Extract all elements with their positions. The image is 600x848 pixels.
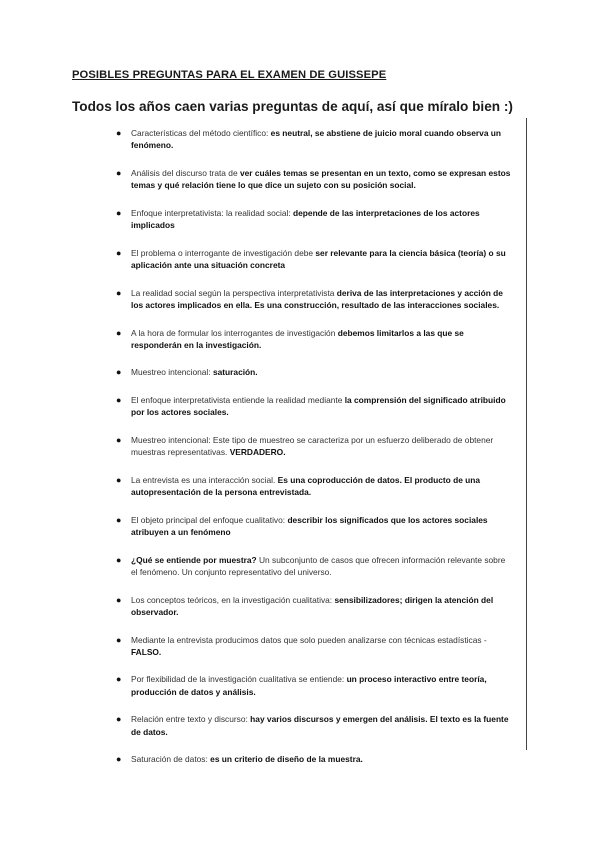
question-text: El problema o interrogante de investigación debe: [131, 247, 316, 258]
question-item: [114, 207, 514, 231]
question-text: El objeto principal del enfoque cualitativo:: [131, 514, 288, 525]
question-item: [114, 753, 514, 765]
question-item: [114, 394, 514, 418]
question-text: Mediante la entrevista producimos datos que solo pueden analizarse con técnicas estadísticas -: [131, 634, 487, 645]
question-item: [114, 554, 514, 578]
question-text: Un subconjunto de casos que ofrecen información relevante sobre el fenómeno. Un conjunto representativo del universo.: [131, 554, 506, 577]
question-answer: es un criterio de diseño de la muestra.: [210, 754, 363, 765]
question-text: El enfoque interpretativista entiende la realidad mediante: [131, 395, 345, 406]
question-answer: hay varios discursos y emergen del análisis. El texto es la fuente de datos.: [131, 714, 509, 737]
question-text: La entrevista es una interacción social.: [131, 474, 278, 485]
question-item: [114, 327, 514, 351]
question-item: [114, 287, 514, 311]
bullet-icon: ●: [116, 247, 122, 258]
question-text: Saturación de datos:: [131, 754, 211, 765]
bullet-icon: ●: [116, 367, 122, 378]
question-text: Enfoque interpretativista: la realidad social:: [131, 207, 294, 218]
question-answer: es neutral, se abstiene de juicio moral cuando observa un fenómeno.: [131, 128, 502, 151]
margin-line: [526, 118, 527, 750]
question-item: [114, 514, 514, 538]
question-answer: la comprensión del significado atribuido por los actores sociales.: [131, 395, 506, 418]
question-answer: deriva de las interpretaciones y acción de los actores implicados en ella. Es una construcción, resultado de las interacciones sociales.: [131, 287, 503, 310]
question-answer: debemos limitarlos a las que se responderán en la investigación.: [131, 327, 464, 350]
bullet-icon: ●: [116, 554, 122, 565]
bullet-icon: ●: [116, 207, 122, 218]
question-answer: FALSO.: [131, 646, 162, 657]
bullet-icon: ●: [116, 634, 122, 645]
question-item: [114, 594, 514, 618]
question-item: [114, 673, 514, 697]
question-text: Por flexibilidad de la investigación cualitativa se entiende:: [131, 674, 347, 685]
question-answer: depende de las interpretaciones de los actores implicados: [131, 207, 480, 231]
bullet-icon: ●: [116, 287, 122, 298]
bullet-icon: ●: [116, 128, 122, 138]
question-item: [114, 434, 514, 458]
question-answer: sensibilizadores; dirigen la atención del observador.: [131, 594, 494, 617]
question-answer: ser relevante para la ciencia básica (teoría) o su aplicación ante una situación concreta: [131, 247, 506, 270]
document-subtitle: Todos los años caen varias preguntas de aquí, así que míralo bien :): [72, 99, 513, 114]
bullet-icon: ●: [116, 754, 122, 765]
bullet-icon: ●: [116, 714, 122, 725]
question-text: Muestreo intencional:: [131, 367, 213, 378]
bullet-icon: ●: [116, 674, 122, 685]
question-text: A la hora de formular los interrogantes de investigación: [131, 327, 338, 338]
bullet-icon: ●: [116, 594, 122, 605]
bullet-icon: ●: [116, 514, 122, 525]
question-text: Muestreo intencional: Este tipo de muestreo se caracteriza por un esfuerzo deliberado de obtener muestras representativas.: [131, 435, 494, 458]
bullet-icon: ●: [116, 167, 122, 178]
question-answer: VERDADERO.: [229, 447, 286, 458]
question-item: [114, 366, 514, 378]
question-item: [114, 247, 514, 271]
question-text: Análisis del discurso trata de: [131, 167, 240, 178]
question-text: Características del método científico:: [131, 128, 271, 138]
question-list: [114, 127, 514, 781]
question-text: La realidad social según la perspectiva interpretativista: [131, 287, 337, 298]
question-text: Relación entre texto y discurso:: [131, 714, 251, 725]
question-answer: un proceso interactivo entre teoría, producción de datos y análisis.: [131, 674, 487, 697]
question-answer: ver cuáles temas se presentan en un texto, como se expresan estos temas y qué relación tiene lo que dice un sujeto con su posición social.: [131, 167, 511, 191]
question-item: [114, 127, 514, 151]
bullet-icon: ●: [116, 435, 122, 446]
question-answer: saturación.: [212, 367, 258, 378]
question-text: Los conceptos teóricos, en la investigación cualitativa:: [131, 594, 335, 605]
question-answer: ¿Qué se entiende por muestra?: [131, 554, 257, 565]
bullet-icon: ●: [116, 327, 122, 338]
question-item: [114, 634, 514, 658]
bullet-icon: ●: [116, 395, 122, 406]
question-answer: Es una coproducción de datos. El producto de una autopresentación de la persona entrevistada.: [131, 474, 481, 498]
document-title: POSIBLES PREGUNTAS PARA EL EXAMEN DE GUISSEPE: [72, 69, 387, 81]
question-item: [114, 167, 514, 191]
question-answer: describir los significados que los actores sociales atribuyen a un fenómeno: [131, 514, 488, 538]
question-item: [114, 713, 514, 737]
bullet-icon: ●: [116, 474, 122, 485]
question-item: [114, 474, 514, 498]
